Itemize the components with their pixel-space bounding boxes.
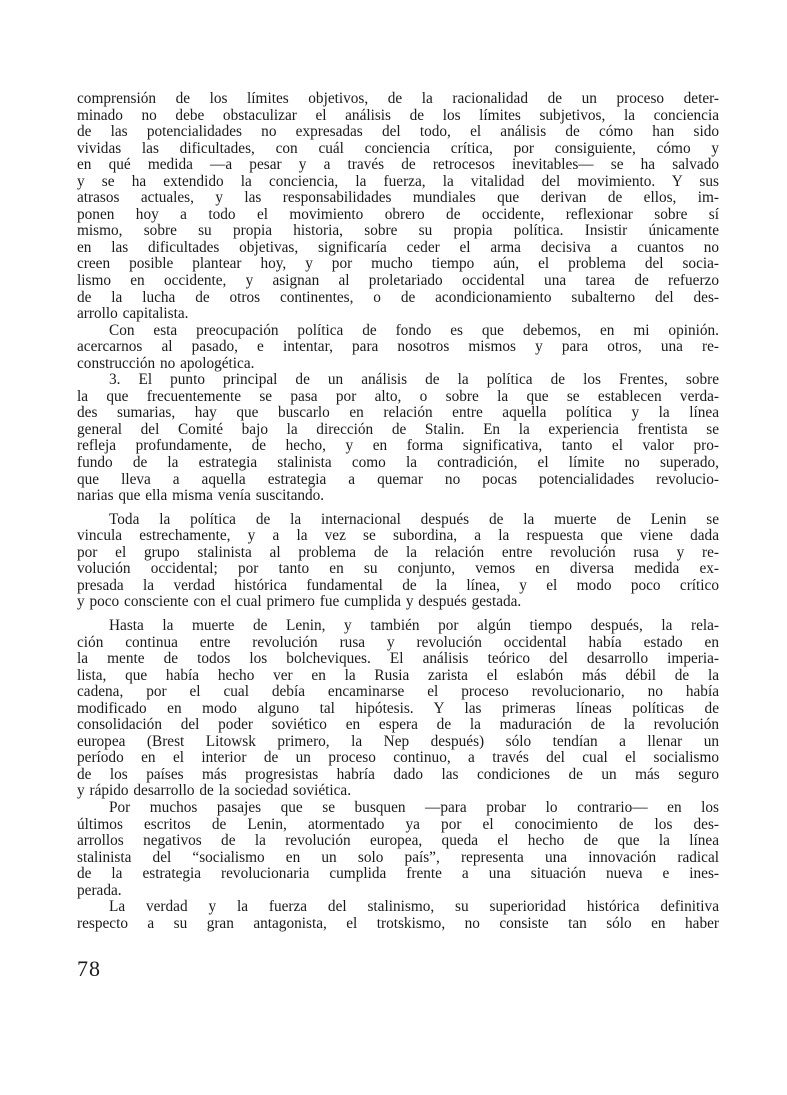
text-line: atrasos actuales, y las responsabilidades mundiales que derivan de ellos, im- [77,189,719,207]
paragraph [77,618,719,800]
text-line: consolidación del poder soviético en espera de la maduración de la revolución [77,716,719,734]
text-line: lismo en occidente, y asignan al proletariado occidental una tarea de refuerzo [77,272,719,290]
text-line: Hasta la muerte de Lenin, y también por algún tiempo después, la rela- [109,616,719,634]
text-line: creen posible plantear hoy, y por mucho tiempo aún, el problema del socia- [77,255,719,273]
text-line: últimos escritos de Lenin, atormentado ya por el conocimiento de los des- [77,815,719,833]
text-line: en las dificultades objetivas, significaría ceder el arma decisiva a cuantos no [77,238,719,256]
text-line: acercarnos al pasado, e intentar, para nosotros mismos y para otros, una re- [77,338,719,356]
text-line: y se ha extendido la conciencia, la fuerza, la vitalidad del movimiento. Y sus [77,172,719,190]
paragraph [77,372,719,504]
text-line: Con esta preocupación política de fondo es que debemos, en mi opinión. [109,321,719,339]
paragraph [77,323,719,373]
text-line: que lleva a aquella estrategia a quemar no pocas potencialidades revolucio- [77,470,719,488]
text-line: mismo, sobre su propia historia, sobre su propia política. Insistir únicamente [77,222,719,240]
paragraph [77,899,719,932]
text-line: volución occidental; por tanto en su conjunto, vemos en diversa medida ex- [77,560,719,578]
text-line: período en el interior de un proceso continuo, a través del cual el socialismo [77,749,719,767]
text-line: arrollos negativos de la revolución europea, queda el hecho de que la línea [77,832,719,850]
text-line: y poco consciente con el cual primero fue cumplida y después gestada. [77,593,522,611]
text-line: refleja profundamente, de hecho, y en forma significativa, tanto el valor pro- [77,437,719,455]
text-line: respecto a su gran antagonista, el trotskismo, no consiste tan sólo en haber [77,914,719,932]
text-line: y rápido desarrollo de la sociedad soviética. [77,782,352,800]
text-line: narias que ella misma venía suscitando. [77,487,325,505]
text-line: de los países más progresistas habría dado las condiciones de un más seguro [77,765,719,783]
text-line: de la estrategia revolucionaria cumplida frente a una situación nueva e ines- [77,865,719,883]
paragraph [77,800,719,899]
text-line: presada la verdad histórica fundamental de la línea, y el modo poco crítico [77,576,719,594]
text-line: comprensión de los límites objetivos, de la racionalidad de un proceso deter- [77,90,719,107]
text-line: la mente de todos los bolcheviques. El análisis teórico del desarrollo imperia- [77,650,719,668]
text-line: general del Comité bajo la dirección de Stalin. En la experiencia frentista se [77,420,719,438]
paragraph [77,91,719,323]
text-line: Toda la política de la internacional después de la muerte de Lenin se [109,510,719,528]
text-line: arrollo capitalista. [77,305,189,323]
text-line: perada. [77,881,122,899]
text-line: de la lucha de otros continentes, o de acondicionamiento subalterno del des- [77,288,719,306]
text-line: cadena, por el cual debía encaminarse el proceso revolucionario, no había [77,683,719,701]
text-line: Por muchos pasajes que se busquen —para probar lo contrario— en los [109,798,719,816]
text-line: ción continua entre revolución rusa y revolución occidental había estado en [77,633,719,651]
text-line: por el grupo stalinista al problema de la relación entre revolución rusa y re- [77,543,719,561]
text-line: lista, que había hecho ver en la Rusia zarista el eslabón más débil de la [77,666,719,684]
text-line: modificado en modo alguno tal hipótesis. Y las primeras líneas políticas de [77,699,719,717]
text-line: fundo de la estrategia stalinista como la contradición, el límite no superado, [77,454,719,472]
text-line: minado no debe obstaculizar el análisis de los límites subjetivos, la conciencia [77,106,719,124]
body-text [77,91,719,932]
text-line: des sumarias, hay que buscarlo en relación entre aquella política y la línea [77,404,719,422]
text-line: de las potencialidades no expresadas del todo, el análisis de cómo han sido [77,123,719,141]
text-line: vincula estrechamente, y a la vez se subordina, a la respuesta que viene dada [77,527,719,545]
text-line: vividas las dificultades, con cuál conciencia crítica, por consiguiente, cómo y [77,139,719,157]
text-line: stalinista del “socialismo en un solo país”, representa una innovación radical [77,848,719,866]
text-line: ponen hoy a todo el movimiento obrero de occidente, reflexionar sobre sí [77,205,719,223]
text-line: la que frecuentemente se pasa por alto, o sobre la que se establecen verda- [77,387,719,405]
text-line: 3. El punto principal de un análisis de la política de los Frentes, sobre [109,371,719,389]
paragraph [77,512,719,611]
text-line: construcción no apologética. [77,354,255,372]
page-number: 78 [77,956,101,981]
text-line: La verdad y la fuerza del stalinismo, su superioridad histórica definitiva [109,898,719,916]
text-line: en qué medida —a pesar y a través de retrocesos inevitables— se ha salvado [77,156,719,174]
text-line: europea (Brest Litowsk primero, la Nep después) sólo tendían a llenar un [77,732,719,750]
